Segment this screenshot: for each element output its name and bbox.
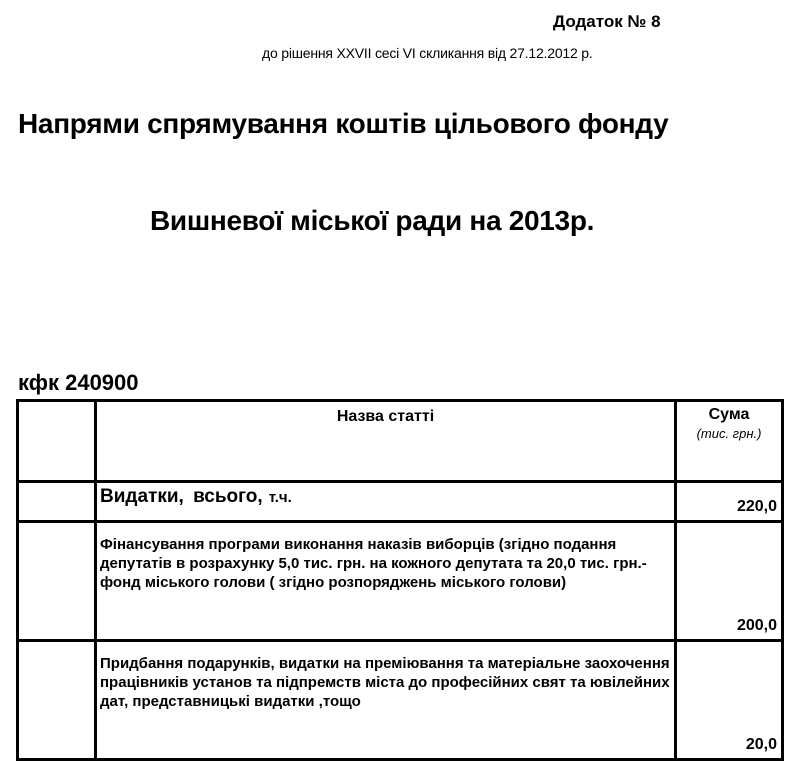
- item-value-cell: [676, 522, 783, 641]
- header-number-cell: [18, 401, 96, 482]
- decision-reference: до рішення XXVII сесі VI скликання від 27.12.2012 р.: [262, 45, 593, 61]
- column-header-name: Назва статті: [96, 401, 676, 482]
- item-value: 20,0: [745, 736, 777, 753]
- total-value-cell: [676, 482, 783, 522]
- item-number-cell: [18, 641, 96, 760]
- sum-header-unit: (тис. грн.): [696, 426, 762, 441]
- table-row: [18, 641, 783, 760]
- document-title-line-1: Напрями спрямування коштів цільового фонду: [18, 108, 669, 139]
- kfk-code: кфк 240900: [18, 370, 139, 395]
- item-value: 200,0: [736, 617, 777, 634]
- total-number-cell: [18, 482, 96, 522]
- column-header-sum: [676, 401, 783, 482]
- annex-label: Додаток № 8: [553, 12, 661, 31]
- total-label-cell: [96, 482, 676, 522]
- total-label-suffix: т.ч.: [268, 489, 292, 506]
- budget-table: [16, 399, 784, 761]
- sum-header-label: Сума: [708, 406, 750, 423]
- item-name: Придбання подарунків, видатки на преміювання та матеріальне заохочення працівників установ та підпремств міста до професійних свят та ювілейних дат, представницькі видатки ,тощо: [96, 641, 676, 760]
- item-name: Фінансування програми виконання наказів виборців (згідно подання депутатів в розрахунку 5,0 тис. грн. на кожного депутата та 20,0 тис. грн.- фонд міського голови ( згідно розпоряджень міського голови): [96, 522, 676, 641]
- item-value-cell: [676, 641, 783, 760]
- table-header-row: [18, 401, 783, 482]
- table-row: [18, 522, 783, 641]
- table-row-total: [18, 482, 783, 522]
- total-label: Видатки, всього,: [100, 486, 263, 507]
- total-value: 220,0: [736, 498, 777, 515]
- item-number-cell: [18, 522, 96, 641]
- document-title-line-2: Вишневої міської ради на 2013р.: [150, 205, 595, 236]
